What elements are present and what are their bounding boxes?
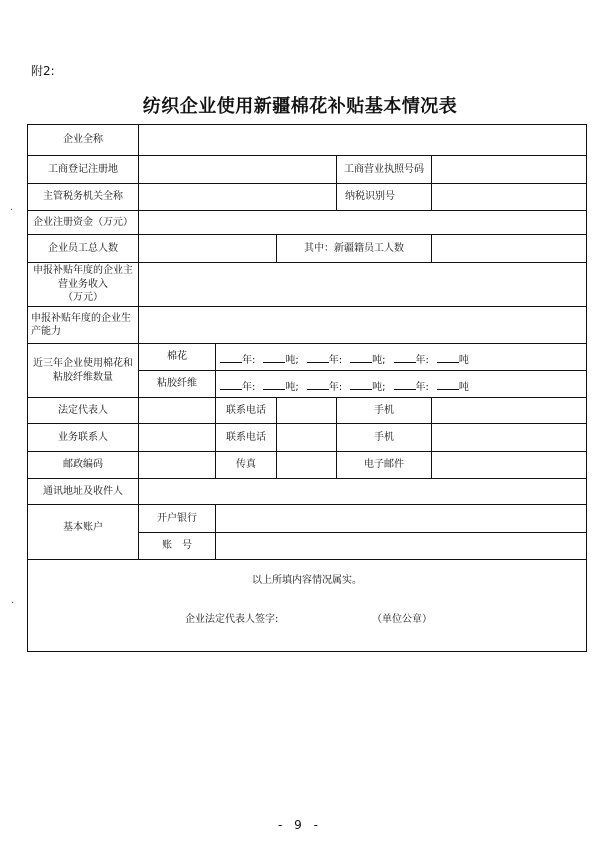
viscose-year-2-field[interactable] bbox=[307, 380, 329, 390]
declaration-text: 以上所填内容情况属实。 bbox=[252, 575, 362, 587]
signature-label: 企业法定代表人签字: bbox=[185, 614, 279, 626]
account-number-field[interactable] bbox=[216, 533, 586, 559]
label-postal-code: 邮政编码 bbox=[63, 459, 103, 471]
label-company-name: 企业全称 bbox=[63, 134, 103, 146]
contact-mobile-field[interactable] bbox=[432, 424, 586, 451]
seal-label: （单位公章） bbox=[372, 614, 432, 626]
label-usage-line2: 粘胶纤维数量 bbox=[53, 371, 113, 383]
license-number-field[interactable] bbox=[432, 156, 586, 183]
viscose-amount-3-field[interactable] bbox=[437, 380, 459, 390]
label-usage-line1: 近三年企业使用棉花和 bbox=[33, 358, 133, 369]
tax-id-field[interactable] bbox=[432, 184, 586, 210]
label-contact-mobile: 手机 bbox=[374, 431, 394, 443]
viscose-amount-2-field[interactable] bbox=[350, 380, 372, 390]
scan-speck: · bbox=[10, 205, 14, 216]
attachment-label: 附2: bbox=[31, 64, 55, 78]
scan-speck: · bbox=[11, 598, 15, 609]
label-legal-rep-phone: 联系电话 bbox=[226, 404, 266, 416]
label-total-employees: 企业员工总人数 bbox=[48, 242, 118, 254]
viscose-year-3-field[interactable] bbox=[394, 380, 416, 390]
label-production-capacity: 申报补贴年度的企业生产能力 bbox=[31, 312, 131, 337]
legal-rep-mobile-field[interactable] bbox=[432, 398, 586, 423]
label-registered-address: 工商登记注册地 bbox=[48, 163, 118, 175]
label-main-revenue: 申报补贴年度的企业主营业务收入 bbox=[33, 265, 133, 290]
label-main-revenue-unit: （万元） bbox=[63, 292, 103, 304]
legal-rep-field[interactable] bbox=[139, 398, 215, 423]
label-license-number: 工商营业执照号码 bbox=[344, 163, 424, 175]
cotton-amount-2-field[interactable] bbox=[350, 353, 372, 363]
email-field[interactable] bbox=[432, 452, 586, 478]
label-basic-account: 基本账户 bbox=[63, 522, 103, 534]
cotton-year-2-field[interactable] bbox=[307, 353, 329, 363]
label-email: 电子邮件 bbox=[364, 459, 404, 471]
viscose-amount-1-field[interactable] bbox=[263, 380, 285, 390]
production-capacity-field[interactable] bbox=[139, 307, 586, 343]
label-viscose: 粘胶纤维 bbox=[157, 378, 197, 390]
label-legal-rep-mobile: 手机 bbox=[374, 404, 394, 416]
fax-field[interactable] bbox=[277, 452, 336, 478]
form-title: 纺织企业使用新疆棉花补贴基本情况表 bbox=[142, 96, 458, 117]
contact-phone-field[interactable] bbox=[277, 424, 336, 451]
viscose-year-1-field[interactable] bbox=[220, 380, 242, 390]
label-cotton: 棉花 bbox=[167, 351, 187, 363]
cotton-amount-1-field[interactable] bbox=[263, 353, 285, 363]
bank-field[interactable] bbox=[216, 505, 586, 532]
label-contact-phone: 联系电话 bbox=[226, 431, 266, 443]
label-tax-authority: 主管税务机关全称 bbox=[43, 191, 123, 203]
label-usage-3yr-cell bbox=[28, 344, 138, 397]
label-bank: 开户银行 bbox=[157, 512, 197, 524]
tax-authority-field[interactable] bbox=[139, 184, 336, 210]
label-mailing-address: 通讯地址及收件人 bbox=[43, 485, 123, 497]
page-number: - 9 - bbox=[278, 818, 322, 832]
mailing-address-field[interactable] bbox=[139, 479, 586, 504]
label-xinjiang-employees: 其中：新疆籍员工人数 bbox=[304, 242, 404, 254]
cotton-usage-row: 年: 吨; 年: 吨; 年: 吨 bbox=[220, 346, 469, 370]
registered-capital-field[interactable] bbox=[139, 211, 586, 234]
main-revenue-field[interactable] bbox=[139, 263, 586, 306]
label-fax: 传真 bbox=[236, 459, 256, 471]
postal-code-field[interactable] bbox=[139, 452, 215, 478]
contact-person-field[interactable] bbox=[139, 424, 215, 451]
total-employees-field[interactable] bbox=[139, 235, 276, 262]
label-registered-capital: 企业注册资金（万元） bbox=[33, 216, 133, 228]
legal-rep-phone-field[interactable] bbox=[277, 398, 336, 423]
label-account-number: 账 号 bbox=[162, 540, 192, 552]
label-main-revenue-cell bbox=[30, 263, 136, 306]
cotton-amount-3-field[interactable] bbox=[437, 353, 459, 363]
viscose-usage-row: 年: 吨; 年: 吨; 年: 吨 bbox=[220, 373, 469, 397]
cotton-year-1-field[interactable] bbox=[220, 353, 242, 363]
label-tax-id: 纳税识别号 bbox=[345, 191, 395, 203]
registered-address-field[interactable] bbox=[139, 156, 336, 183]
cotton-year-3-field[interactable] bbox=[394, 353, 416, 363]
signature-field[interactable] bbox=[300, 611, 360, 629]
label-contact-person: 业务联系人 bbox=[58, 431, 108, 443]
company-name-field[interactable] bbox=[139, 125, 586, 155]
xinjiang-employees-field[interactable] bbox=[432, 235, 586, 262]
label-legal-rep: 法定代表人 bbox=[58, 404, 108, 416]
